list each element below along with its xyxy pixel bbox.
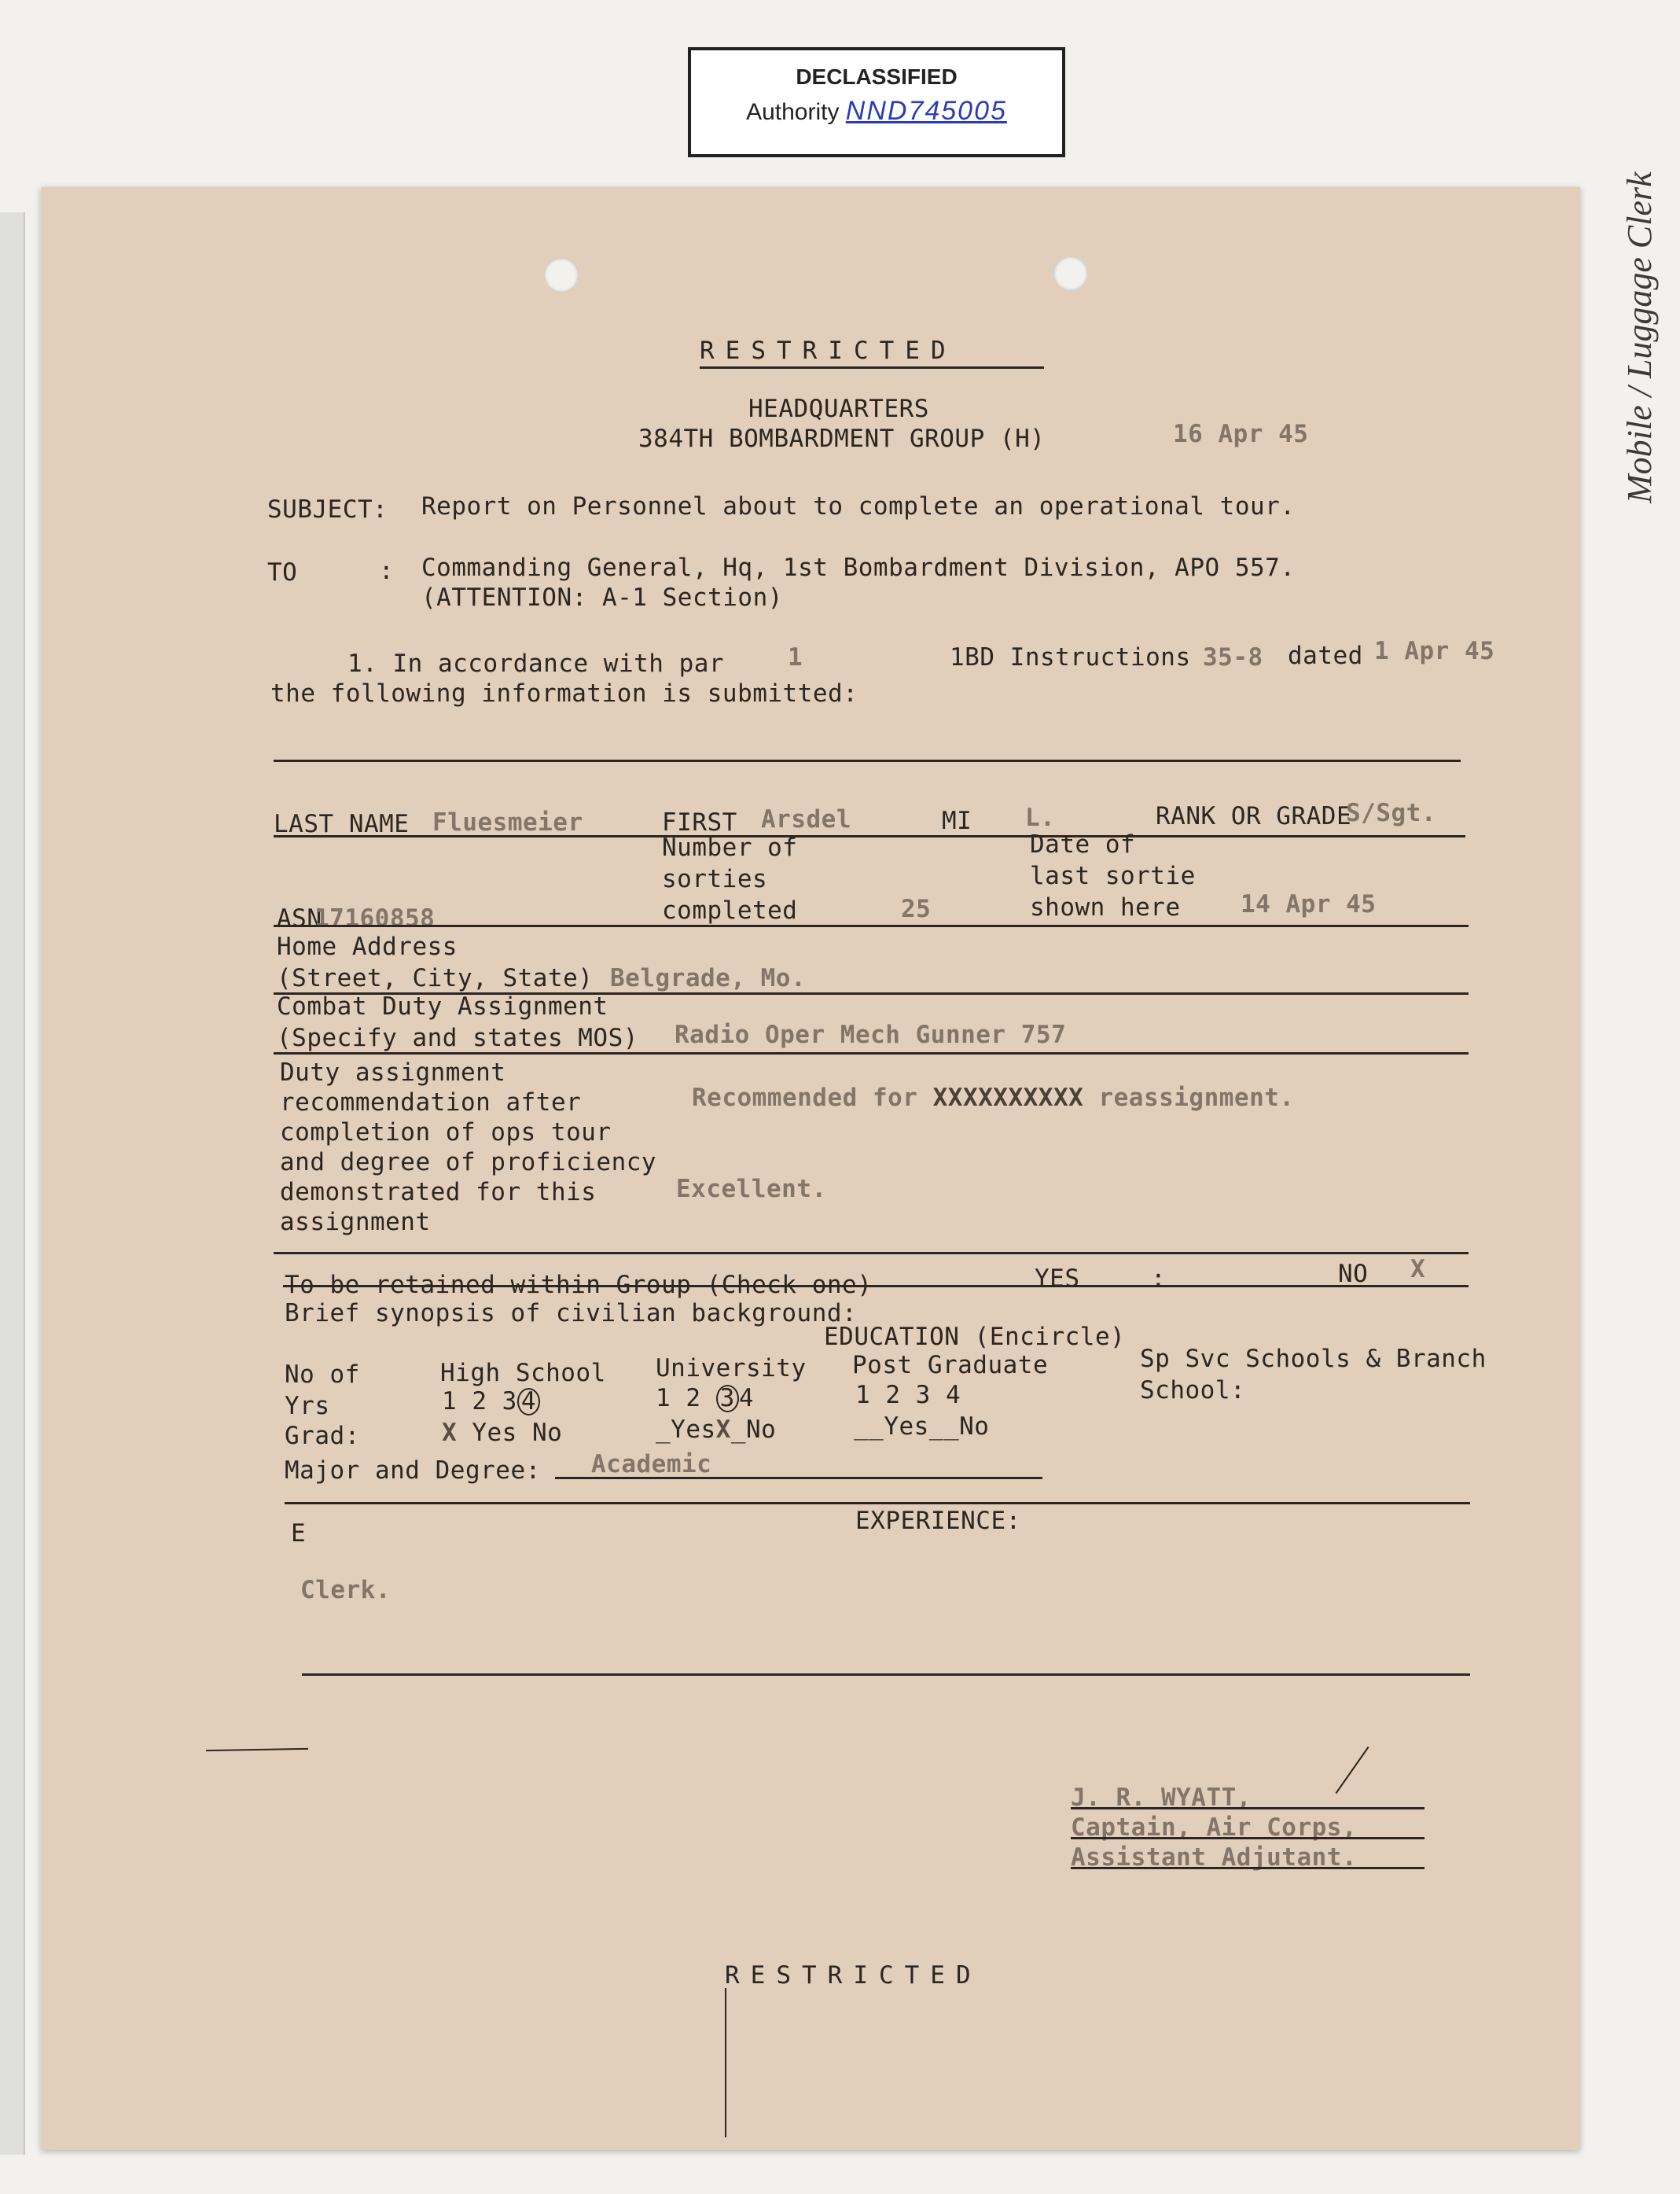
declassified-stamp [688,47,1065,157]
paragraph-line-2: the following information is submitted: [270,679,858,708]
proficiency-value: Excellent. [676,1175,827,1203]
sorties-label-1: Number of [662,834,798,862]
subject-label: SUBJECT: [267,495,388,524]
instruction-number: 35-8 [1203,643,1263,672]
rank-value: S/Sgt. [1346,799,1436,827]
pg-grad: __Yes__No [854,1412,990,1441]
hs-grad-options: Yes No [472,1419,563,1447]
name-row-rule [274,835,1465,837]
rank-label: RANK OR GRADE [1156,802,1352,830]
first-name-label: FIRST [662,808,737,837]
retained-no-label: NO [1338,1260,1369,1288]
duty-label-3: completion of ops tour [280,1118,612,1147]
last-sortie-label-1: Date of [1030,830,1136,859]
form-top-rule [274,760,1461,762]
e-label: E [291,1519,307,1548]
univ-years-plain-a: 1 2 [656,1384,701,1412]
paragraph-number: 1 [788,643,803,672]
sorties-label-2: sorties [662,865,768,893]
signature-rank: Captain, Air Corps, [1071,1813,1358,1842]
dated-label: dated [1288,642,1363,670]
adjacent-page-edge [0,212,25,2155]
stamp-authority [691,96,1062,127]
classification-footer: RESTRICTED [725,1961,982,1990]
first-name-value: Arsdel [761,805,851,834]
duty-label-2: recommendation after [280,1088,582,1117]
sp-svc-label-1: Sp Svc Schools & Branch [1140,1345,1487,1373]
signature-title: Assistant Adjutant. [1071,1843,1358,1872]
org-line-2: 384TH BOMBARDMENT GROUP (H) [638,425,1046,453]
asn-row-rule [274,925,1469,927]
recommendation-struck: XXXXXXXXXX [932,1084,1084,1112]
signature-name: J. R. WYATT, [1071,1784,1252,1812]
hs-years-plain: 1 2 3 [442,1387,517,1415]
home-label-1: Home Address [277,933,458,961]
paragraph-line-1b: 1BD Instructions [950,643,1191,672]
stamp-authority-value: NND745005 [845,96,1007,126]
combat-label-2: (Specify and states MOS) [277,1024,638,1052]
grad-label: Grad: [285,1422,360,1450]
asn-value: 17160858 [314,904,436,933]
mi-label: MI [942,807,972,835]
classification-header: RESTRICTED [700,337,957,365]
civilian-label: Brief synopsis of civilian background: [285,1299,858,1327]
stray-mark-right [1336,1747,1369,1794]
paragraph-line-1a: 1. In accordance with par [347,650,725,678]
classification-underline [700,366,1044,369]
major-rule [555,1477,1042,1479]
to-line-2: (ATTENTION: A-1 Section) [421,583,783,612]
combat-value: Radio Oper Mech Gunner 757 [675,1021,1067,1049]
signature-rule-2 [1071,1837,1425,1839]
stamp-heading: DECLASSIFIED [796,64,958,89]
mi-value: L. [1025,804,1056,832]
experience-value: Clerk. [300,1576,391,1604]
hs-years [442,1387,540,1415]
footer-vertical-mark [725,1988,726,2137]
univ-grad-yes: _Yes [656,1415,716,1444]
home-value: Belgrade, Mo. [610,964,807,992]
punch-hole-right [1053,256,1088,291]
combat-rule [274,1052,1469,1055]
university-label: University [656,1354,807,1382]
last-name-value: Fluesmeier [432,808,583,837]
retained-rule [283,1285,1469,1287]
major-label: Major and Degree: [285,1456,541,1485]
duty-label-1: Duty assignment [280,1058,506,1087]
recommendation-part-b: reassignment. [1098,1084,1295,1112]
last-name-label: LAST NAME [274,810,410,838]
retained-yes-label: YES [1035,1264,1080,1293]
sp-svc-label-2: School: [1140,1376,1246,1404]
signature-rule-3 [1071,1867,1425,1869]
to-label: TO [267,558,298,587]
sorties-value: 25 [901,895,932,923]
no-of-label: No of [285,1360,360,1389]
univ-years-circled: 3 [716,1385,739,1412]
univ-grad-mark: X [715,1415,731,1444]
stamp-authority-label: Authority [746,99,840,125]
experience-rule [302,1673,1470,1676]
duty-label-5: demonstrated for this [280,1178,597,1206]
combat-label-1: Combat Duty Assignment [277,992,608,1021]
last-sortie-value: 14 Apr 45 [1241,890,1377,918]
hs-grad [442,1419,562,1447]
to-line-1: Commanding General, Hq, 1st Bombardment Division, APO 557. [421,554,1296,582]
univ-years-plain-b: 4 [738,1384,755,1412]
duty-label-6: assignment [280,1208,431,1236]
retained-mark: X [1410,1255,1426,1283]
org-line-1: HEADQUARTERS [748,395,929,423]
pg-years: 1 2 3 4 [855,1381,961,1409]
yrs-label: Yrs [285,1392,330,1420]
document-page [41,187,1580,2150]
punch-hole-left [544,258,579,293]
experience-label: EXPERIENCE: [855,1507,1021,1535]
education-label: EDUCATION (Encircle) [824,1323,1126,1351]
duty-label-4: and degree of proficiency [280,1148,657,1176]
recommendation-part-a: Recommended for [692,1084,918,1112]
univ-years [656,1384,754,1412]
subject-text: Report on Personnel about to complete an operational tour. [421,492,1296,521]
instruction-date: 1 Apr 45 [1374,637,1495,665]
to-colon: : [379,557,395,585]
sorties-label-3: completed [662,896,798,925]
margin-handwriting: Mobile / Luggage Clerk [1620,171,1659,503]
hs-grad-mark: X [442,1419,458,1447]
document-date: 16 Apr 45 [1173,420,1309,448]
duty-rule [274,1252,1469,1254]
major-value: Academic [591,1450,712,1478]
education-rule [285,1502,1470,1504]
recommendation-value [692,1084,1295,1112]
home-label-2: (Street, City, State) [277,964,594,992]
univ-grad [656,1415,776,1444]
high-school-label: High School [440,1359,606,1387]
last-sortie-label-3: shown here [1030,893,1181,922]
asn-label: ASN [277,904,322,933]
post-graduate-label: Post Graduate [852,1351,1049,1379]
signature-rule-1 [1071,1807,1425,1809]
hs-years-circled: 4 [517,1388,540,1415]
univ-grad-no: _No [730,1415,777,1444]
retained-label: To be retained within Group (Check one) [285,1271,873,1299]
stray-mark-left [206,1748,308,1751]
last-sortie-label-2: last sortie [1030,862,1196,890]
retained-colon: : [1151,1264,1167,1293]
